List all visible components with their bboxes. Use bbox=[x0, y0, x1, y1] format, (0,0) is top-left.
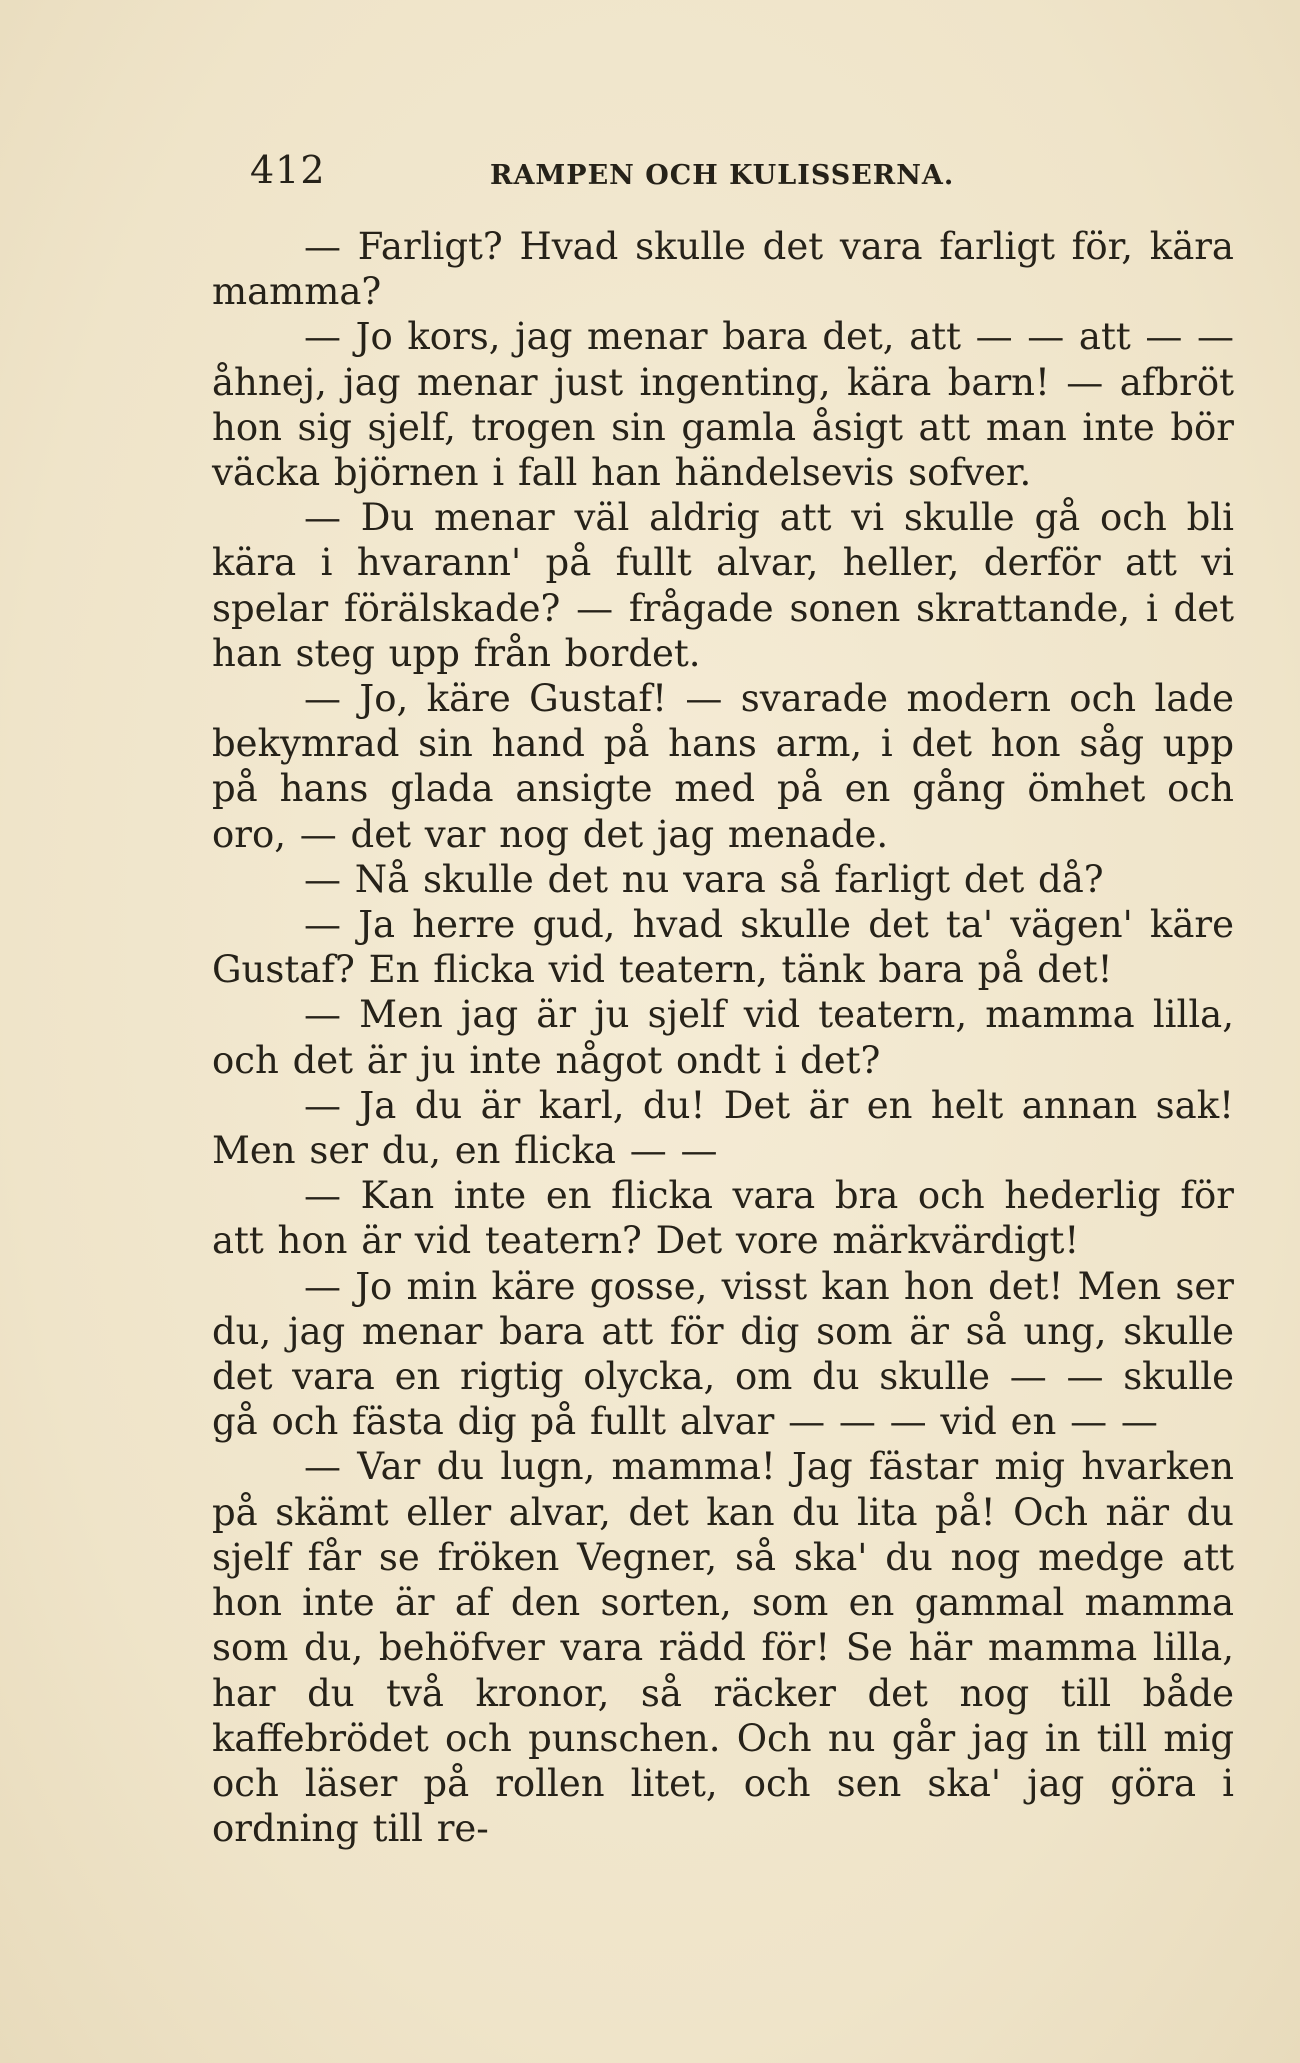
paragraph: — Ja du är karl, du! Det är en helt annan sak! Men ser du, en flicka — — bbox=[212, 1083, 1234, 1173]
paragraph: — Jo, käre Gustaf! — svarade modern och lade bekymrad sin hand på hans arm, i det hon såg upp på hans glada ansigte med på en gång ömhet och oro, — det var nog det jag menade. bbox=[212, 677, 1234, 856]
paragraph: — Jo kors, jag menar bara det, att — — att — — åhnej, jag menar just ingenting, kära barn! — afbröt hon sig sjelf, trogen sin gamla åsigt att man inte bör väcka björnen i fall han händelsevis sofver. bbox=[212, 315, 1234, 495]
paragraph: — Var du lugn, mamma! Jag fästar mig hvarken på skämt eller alvar, det kan du lita på! Och när du sjelf får se fröken Vegner, så ska' du nog medge att hon inte är af den sorten, som en gammal mamma som du, behöfver vara rädd för! Se här mamma lilla, har du två kronor, så räcker det nog till både kaffebrödet och punschen. Och nu går jag in till mig och läser på rollen litet, och sen ska' jag göra i ordning till re- bbox=[212, 1445, 1234, 1851]
body-text bbox=[212, 224, 1234, 1851]
paragraph: — Nå skulle det nu vara så farligt det då? bbox=[304, 857, 1104, 901]
page-header bbox=[250, 148, 1260, 198]
paragraph: — Men jag är ju sjelf vid teatern, mamma lilla, och det är ju inte något ondt i det? bbox=[212, 993, 1234, 1082]
paragraph: — Jo min käre gosse, visst kan hon det! Men ser du, jag menar bara att för dig som är så ung, skulle det vara en rigtig olycka, om du skulle — — skulle gå och fästa dig på fullt alvar — — — vid en — — bbox=[212, 1264, 1234, 1444]
paragraph: — Farligt? Hvad skulle det vara farligt för, kära mamma? bbox=[212, 225, 1234, 314]
page-number: 412 bbox=[250, 148, 326, 192]
running-head: RAMPEN OCH KULISSERNA. bbox=[490, 160, 955, 191]
paragraph: — Kan inte en flicka vara bra och hederlig för att hon är vid teatern? Det vore märkvärdigt! bbox=[212, 1174, 1234, 1263]
paragraph: — Du menar väl aldrig att vi skulle gå och bli kära i hvarann' på fullt alvar, heller, derför att vi spelar förälskade? — frågade sonen skrattande, i det han steg upp från bordet. bbox=[212, 496, 1234, 675]
paragraph: — Ja herre gud, hvad skulle det ta' vägen' käre Gustaf? En flicka vid teatern, tänk bara på det! bbox=[212, 903, 1234, 992]
